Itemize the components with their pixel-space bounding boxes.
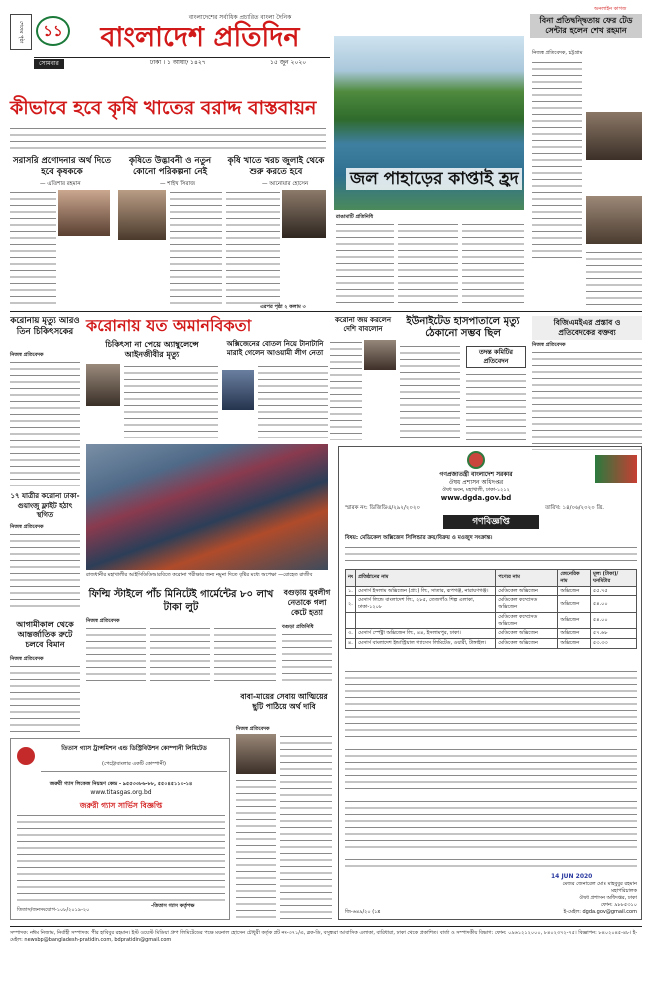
- film-body-1: [86, 626, 146, 686]
- footer-imprint: সম্পাদক: নঈম নিজাম, নির্বাহী সম্পাদক: পীর হাবিবুর রহমান। ইস্ট ওয়েস্ট মিডিয়া গ্রুপ লিমিটেডের পক্ষে ময়নাল হোসেন চৌধুরী কর্তৃক প্লট নং-৩৭১/এ, ব্লক-ডি, বসুন্ধরা আবাসিক এলাকা, বারিধারা, ঢাকা থেকে প্রকাশিত। বার্তা ও সম্পাদকীয় বিভাগ: ফোন: ০৯৬১২১২০০০, ৮৪০২৩৭২-৭৫। বিজ্ঞাপন: ৮৪০২০৪৫-৪৮। ই-মেইল: newsbp@bangladesh-pratidin.com, bdpratidin@gmail.com: [10, 930, 638, 943]
- lead-sub1-byline: — এতিশার রহমান: [40, 181, 81, 187]
- paper-name: বাংলাদেশ প্রতিদিন: [100, 22, 300, 53]
- lead-col1: [10, 190, 56, 308]
- titas-hotline: জরুরী গ্যাস লিকেজ নিয়ন্ত্রণ কেন্দ্র - ৯৫৫৩৩৮৬-৮৮, ৫৫০৪৫১১০-১৪: [49, 781, 193, 787]
- titas-footer: তিতাস/জনসংযোগ-১০৮/২০১৯-২০: [17, 907, 90, 913]
- gov-table-header-cell: মূল্য (টাকা)/ঘনমিটার: [590, 570, 636, 587]
- table-cell: ২.: [346, 596, 356, 613]
- table-cell: অক্সিজেন: [558, 586, 591, 596]
- right-col-byline: নিজস্ব প্রতিবেদক: [532, 342, 566, 348]
- gov-table-header-cell: পণ্যের নাম: [496, 570, 558, 587]
- table-row: [346, 612, 637, 629]
- lead-intro: [10, 126, 326, 152]
- table-cell: মেসার্স বাংলাদেশ ইন্ডাস্ট্রিয়াল গ্যাসেস লিমিটেড, ওয়ারী, টাঙ্গাইল।: [356, 639, 496, 649]
- logo-number: ১১: [43, 22, 63, 40]
- gov-signer-dept: ঔষধ প্রশাসন অধিদপ্তর, ঢাকা: [579, 895, 637, 901]
- gov-notice: [338, 446, 642, 920]
- table-row: [346, 586, 637, 596]
- gov-signer-name: মেজর জেনারেল মোঃ মাহবুবুর রহমান: [562, 881, 637, 887]
- masthead-date-bn: ঢাকা । ১ আষাঢ় ১৪২৭: [150, 59, 206, 66]
- gov-memo: স্মারক নং: ডিজিডিএ/২৯২/২০২০: [345, 505, 421, 511]
- corona-photo-3: [364, 340, 396, 370]
- feature-title: জল পাহাড়ের কাপ্তাই হ্রদ: [346, 168, 522, 190]
- top-right-body: [532, 60, 582, 260]
- table-cell: ৫৩.৩৩: [590, 639, 636, 649]
- corona-main-title: করোনায় যত অমানবিকতা: [86, 316, 252, 335]
- corona-body-2: [258, 364, 328, 438]
- corona-body-5: [466, 372, 526, 440]
- gov-signer-phone: ফোন: ৯৮৮৫৩১০: [600, 902, 637, 908]
- table-cell: মেডিকেল অক্সিজেন: [496, 586, 558, 596]
- gov-table-header: [346, 570, 637, 587]
- table-cell: মেসার্স ইসলাম অক্সিজেন (প্রা:) লি:, সাতার, রূপগঞ্জ, নারায়ণগঞ্জ।: [356, 586, 496, 596]
- table-cell: মেডিকেল অক্সিজেন: [496, 629, 558, 639]
- gov-table: [345, 569, 637, 649]
- table-cell: ৩.: [346, 629, 356, 639]
- intl-byline: নিজস্ব প্রতিবেদক: [10, 656, 44, 662]
- table-cell: মেসার্স স্পেক্ট্রা অক্সিজেন লি:, ৪৪, ইসলামপুর, ঢাকা।: [356, 629, 496, 639]
- gov-subject: বিষয়: মেডিকেল অক্সিজেন সিলিন্ডার ক্রয়/বিক্রয় ও মওজুদ সংক্রান্ত।: [345, 535, 493, 541]
- feature-col2: [398, 222, 458, 308]
- table-row: [346, 639, 637, 649]
- corona-photo-1: [86, 364, 120, 406]
- appeal-title: বাবা-মায়ের সেবায় আত্মিয়ের ছুটি পাঠিয়ে অর্থ দাবি: [240, 692, 328, 711]
- corona-sub4: ইউনাইটেড হাসপাতালে মৃত্যু ঠেকানো সম্ভব ছিল: [406, 316, 520, 339]
- gov-signer-email: ই-মেইল: dgda.gov@gmail.com: [563, 909, 637, 915]
- table-cell: ৫৫.৭৫: [590, 586, 636, 596]
- top-right-byline: নিজস্ব প্রতিবেদক, চট্টগ্রাম: [532, 50, 583, 56]
- bogura-byline: বগুড়া প্রতিনিধি: [282, 624, 314, 630]
- film-body-3: [214, 626, 276, 686]
- gov-table-header-cell: প্রতিষ্ঠানের নাম: [356, 570, 496, 587]
- corona-sidebar-title: তদন্ত কমিটির প্রতিবেদন: [478, 348, 514, 365]
- appeal-body-2: [236, 778, 276, 920]
- gov-date: তারিখ: ১৪/০৬/২০২০ খ্রি.: [545, 505, 604, 511]
- corona-sidebar: [466, 346, 526, 368]
- titas-signer: -তিতাস গ্যাস কর্তৃপক্ষ: [151, 903, 195, 909]
- feature-byline: রাঙামাটি প্রতিনিধি: [336, 214, 374, 220]
- rain-photo-caption: রাজধানীর মহাখালীর আইসিডিডিআরবিতে করোনা পরীক্ষার জন্য নমুনা দিতে বৃষ্টির মধ্যে অপেক্ষা —রোহেত রাজীব: [86, 572, 313, 578]
- bogura-title: বগুড়ায় যুবলীগ নেতাকে গলা কেটে হত্যা: [283, 588, 331, 617]
- gov-dept: ঔষধ প্রশাসন অধিদপ্তর: [448, 479, 504, 486]
- table-row: [346, 629, 637, 639]
- bogura-body: [282, 632, 332, 686]
- lead-sub3: কৃষি খাতে খরচ জুলাই থেকে শুরু করতে হবে: [227, 156, 325, 177]
- feature-col1: [336, 222, 394, 308]
- gov-emblem: [467, 451, 485, 469]
- titas-address: [41, 769, 227, 777]
- gov-table-header-cell: জেনেরিক নাম: [558, 570, 591, 587]
- corona-sub3: করোনা জয় করলেন দেশি বাবলোন: [334, 316, 391, 333]
- table-cell: মেডিকেল কম্প্রেসড অক্সিজেন: [496, 596, 558, 613]
- intl-title: আগামীকাল থেকে আন্তর্জাতিক রুটে চলবে বিমান: [16, 620, 74, 649]
- titas-notice-body: [17, 813, 225, 901]
- gov-body-1: [345, 669, 637, 741]
- table-cell: [356, 612, 496, 629]
- gov-body-2: [345, 747, 637, 793]
- flight-body: [10, 532, 80, 612]
- lead-sub3-byline: — আনোয়ার হোসেন: [262, 181, 309, 187]
- feature-col3: [462, 222, 524, 308]
- lead-sub1: সরাসরি প্রণোদনার অর্থ দিতে হবে কৃষককে: [13, 156, 111, 177]
- masthead-date-en: ১৫ জুন ২০২০: [270, 59, 307, 66]
- appeal-body-1: [280, 734, 332, 920]
- corona-sub2: অক্সিজেনের বোতল নিয়ে টানাটানি মারাই গেলেন আওয়ামী লীগ নেতা: [226, 340, 324, 357]
- lead-photo-3: [282, 190, 326, 238]
- corona-left-body: [10, 360, 80, 486]
- intl-body: [10, 664, 80, 734]
- titas-website: www.titasgas.org.bd: [90, 789, 152, 796]
- lead-col3: [226, 190, 280, 308]
- lead-headline: কীভাবে হবে কৃষি খাতের বরাদ্দ বাস্তবায়ন: [10, 97, 317, 119]
- edition-label: শেষের পৃষ্ঠা: [10, 14, 32, 50]
- gov-signer-title: মহাপরিচালক: [611, 888, 637, 894]
- appeal-photo: [236, 734, 276, 774]
- corona-left-title: করোনায় মৃত্যু আরও তিন চিকিৎসকের: [10, 316, 80, 337]
- right-col-title: বিজিএমইএর প্রস্তাব ও প্রতিবেদকের বক্তব্য: [532, 316, 642, 340]
- table-cell: মেডিকেল অক্সিজেন: [496, 639, 558, 649]
- lead-sub2-byline: — শাইখ সিরাজ: [160, 181, 196, 187]
- film-body-2: [150, 626, 210, 686]
- table-row: [346, 596, 637, 613]
- gov-title: গণপ্রজাতন্ত্রী বাংলাদেশ সরকার: [439, 471, 513, 478]
- top-right-title: বিনা প্রতিদ্বন্দ্বিতায় ফের টেড সেন্টার হলেন শেখ রহমান: [530, 14, 642, 38]
- gov-body-3: [345, 799, 637, 851]
- gov-table-header-cell: নং: [346, 570, 356, 587]
- table-cell: ৫৭.৬৮: [590, 629, 636, 639]
- corona-body-1: [124, 364, 218, 438]
- right-col-body: [532, 350, 642, 450]
- top-right-body-2: [586, 250, 642, 308]
- table-cell: অক্সিজেন: [558, 596, 591, 613]
- corona-photo-2: [222, 370, 254, 410]
- lead-sub2: কৃষিতে উদ্ভাবনী ও নতুন কোনো পরিকল্পনা নেই: [128, 156, 212, 177]
- titas-ad: [10, 738, 230, 920]
- lead-photo-1: [58, 190, 110, 236]
- titas-logo: [17, 747, 35, 765]
- lead-col2: [170, 190, 222, 308]
- flight-byline: নিজস্ব প্রতিবেদক: [10, 524, 44, 530]
- gov-ref: জি-৬৪৯/২০ (১x: [345, 909, 381, 915]
- gov-body-4: [345, 857, 637, 871]
- top-right-tag: অনলাইন কাগজ: [594, 6, 627, 12]
- table-cell: ৫৪.০০: [590, 596, 636, 613]
- gov-table-body: [346, 586, 637, 648]
- gov-stamp: 14 JUN 2020: [551, 873, 593, 880]
- table-cell: মেসার্স লিন্ডে বাংলাদেশ লি:, ২৮৫, তেজগাঁও শিল্প এলাকা, ঢাকা-১২০৮: [356, 596, 496, 613]
- corona-body-3: [330, 340, 362, 440]
- titas-notice-title: জরুরী গ্যাস সার্ভিস বিজ্ঞপ্তি: [79, 801, 163, 810]
- film-title: ফিল্মি স্টাইলে পাঁচ মিনিটেই গার্মেন্টের ৮০ লাখ টাকা লুট: [88, 589, 274, 613]
- titas-subtitle: (পেট্রোবাংলার একটি কোম্পানী): [102, 761, 166, 767]
- lead-continued: এরপর পৃষ্ঠা ২ কলাম ৩: [260, 304, 306, 310]
- top-right-photo-2: [586, 196, 642, 244]
- top-right-photo-1: [586, 112, 642, 160]
- table-cell: ৪.: [346, 639, 356, 649]
- gov-banner: গণবিজ্ঞপ্তি: [443, 515, 539, 529]
- mujib-logo: [595, 455, 637, 483]
- titas-company: তিতাস গ্যাস ট্রান্সমিশন এন্ড ডিস্ট্রিবিউশন কোম্পানী লিমিটেড: [61, 745, 207, 752]
- corona-sub1: চিকিৎসা না পেয়ে অ্যাম্বুলেন্সে আইনজীবীর মৃত্যু: [105, 340, 199, 359]
- lead-photo-2: [118, 190, 166, 240]
- table-cell: ১.: [346, 586, 356, 596]
- masthead-logo: [36, 16, 70, 46]
- gov-intro: [345, 545, 637, 565]
- table-cell: অক্সিজেন: [558, 629, 591, 639]
- table-cell: অক্সিজেন: [558, 612, 591, 629]
- film-byline: নিজস্ব প্রতিবেদক: [86, 618, 120, 624]
- masthead-tagline: বাংলাদেশের সর্বাধিক প্রচারিত বাংলা দৈনিক: [188, 14, 292, 21]
- table-cell: [346, 612, 356, 629]
- corona-body-4: [400, 344, 460, 440]
- rain-photo: [86, 444, 328, 570]
- appeal-byline: নিজস্ব প্রতিবেদক: [236, 726, 270, 732]
- table-cell: মেডিকেল কম্প্রেসড অক্সিজেন: [496, 612, 558, 629]
- flight-title: ১৭ যাত্রীর করোনা ঢাকা-গুয়াংজু ফ্লাইট হঠাৎ স্থগিত: [10, 492, 80, 519]
- corona-left-byline: নিজস্ব প্রতিবেদক: [10, 352, 44, 358]
- table-cell: অক্সিজেন: [558, 639, 591, 649]
- table-cell: ৫৪.০০: [590, 612, 636, 629]
- gov-address: ঔষধ ভবন, মহাখালী, ঢাকা-১২১২: [442, 487, 510, 493]
- masthead-day: সোমবার: [34, 59, 64, 69]
- gov-website: www.dgda.gov.bd: [440, 494, 512, 502]
